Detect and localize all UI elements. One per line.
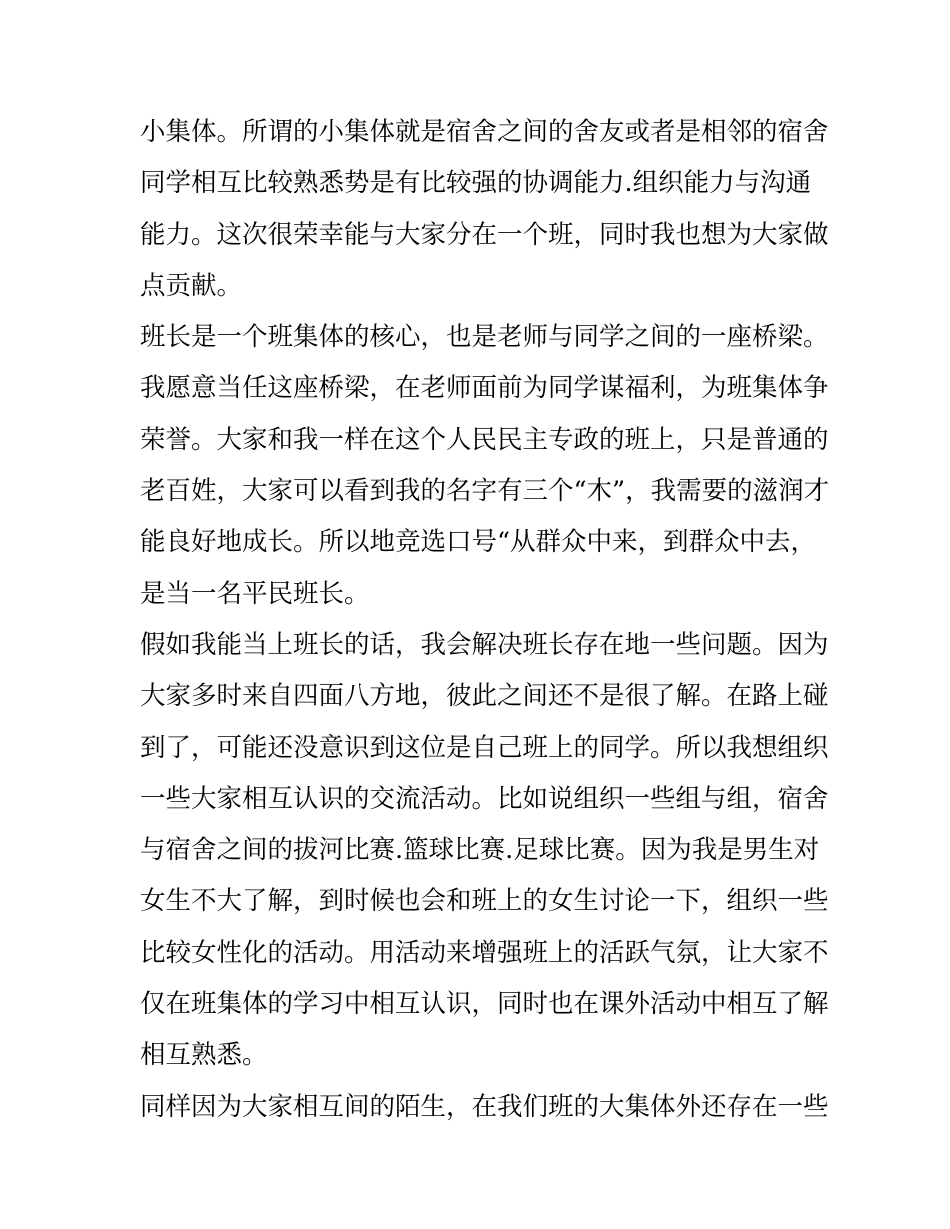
- text-line: 点贡献。: [140, 270, 243, 301]
- text-line: 我愿意当任这座桥梁，在老师面前为同学谋福利，为班集体争: [140, 373, 829, 404]
- text-line: 相互熟悉。: [140, 1040, 268, 1071]
- text-line: 女生不大了解，到时候也会和班上的女生讨论一下，组织一些: [140, 886, 829, 917]
- text-line: 老百姓，大家可以看到我的名字有三个“木”，我需要的滋润才: [140, 476, 830, 507]
- text-line: 仅在班集体的学习中相互认识，同时也在课外活动中相互了解: [140, 989, 829, 1020]
- text-line: 小集体。所谓的小集体就是宿舍之间的舍友或者是相邻的宿舍: [140, 117, 829, 147]
- text-line: 与宿舍之间的拔河比赛.篮球比赛.足球比赛。因为我是男生对: [140, 835, 820, 866]
- text-line: 是当一名平民班长。: [140, 578, 370, 609]
- text-line: 能良好地成长。所以地竞选口号“从群众中来，到群众中去，: [140, 527, 817, 558]
- text-line: 荣誉。大家和我一样在这个人民民主专政的班上，只是普通的: [140, 424, 829, 455]
- text-line: 同样因为大家相互间的陌生，在我们班的大集体外还存在一些: [140, 1091, 829, 1122]
- text-line: 大家多时来自四面八方地，彼此之间还不是很了解。在路上碰: [140, 681, 829, 712]
- text-line: 假如我能当上班长的话，我会解决班长存在地一些问题。因为: [140, 629, 829, 660]
- text-line: 比较女性化的活动。用活动来增强班上的活跃气氛，让大家不: [140, 937, 829, 968]
- text-line: 同学相互比较熟悉势是有比较强的协调能力.组织能力与沟通: [140, 168, 812, 199]
- text-line: 到了，可能还没意识到这位是自己班上的同学。所以我想组织: [140, 732, 829, 763]
- text-line: 一些大家相互认识的交流活动。比如说组织一些组与组，宿舍: [140, 783, 829, 814]
- text-line: 能力。这次很荣幸能与大家分在一个班，同时我也想为大家做: [140, 219, 829, 250]
- body-text: [140, 107, 830, 1133]
- text-line: 班长是一个班集体的核心，也是老师与同学之间的一座桥梁。: [140, 322, 829, 353]
